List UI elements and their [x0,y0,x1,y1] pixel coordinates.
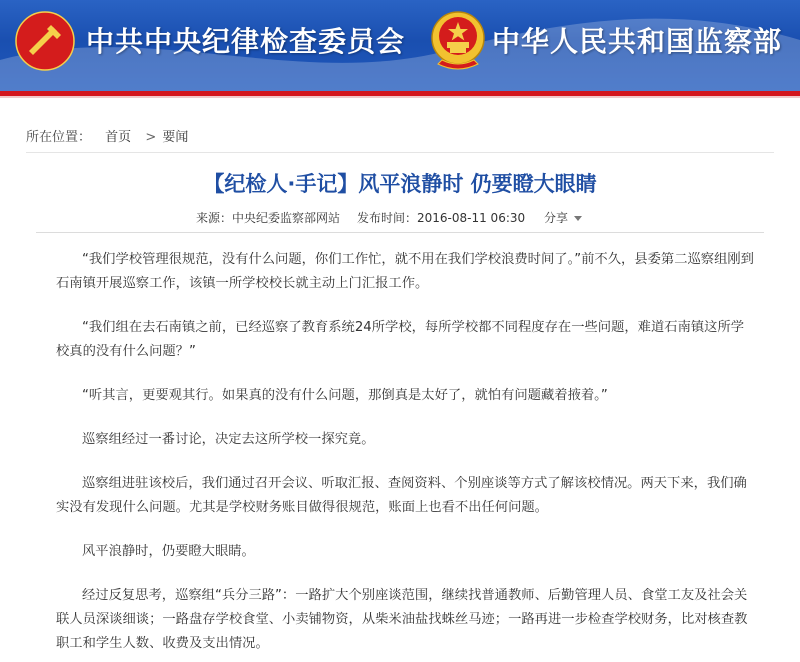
article-body [56,248,756,662]
chevron-down-icon [574,216,582,221]
article-source: 来源：中央纪委监察部网站 [196,211,341,225]
share-label: 分享 [544,211,569,225]
site-banner [0,0,800,91]
national-emblem-icon [430,6,486,74]
article-paragraph: 巡察组进驻该校后，我们通过召开会议、听取汇报、查阅资料、个别座谈等方式了解该校情况。两天下来，我们确实没有发现什么问题。尤其是学校财务账目做得很规范，账面上也看不出任何问题。 [56,476,747,515]
article-paragraph: “听其言，更要观其行。如果真的没有什么问题，那倒真是太好了，就怕有问题藏着掖着。” [82,388,608,403]
breadcrumb-separator: > [145,130,157,145]
breadcrumb-label: 所在位置： [26,130,92,145]
breadcrumb-divider [26,152,774,153]
breadcrumb-home-link[interactable]: 首页 [105,130,132,145]
breadcrumb [26,126,188,145]
article-paragraph: 风平浪静时，仍要瞪大眼睛。 [82,544,255,559]
article-paragraph: 巡察组经过一番讨论，决定去这所学校一探究竟。 [82,432,375,447]
share-button[interactable] [544,209,582,226]
cpc-ccdi-title: 中共中央纪律检查委员会 [86,25,406,58]
article-paragraph: “我们学校管理很规范，没有什么问题，你们工作忙，就不用在我们学校浪费时间了。”前不久，县委第二巡察组刚到石南镇开展巡察工作，该镇一所学校校长就主动上门汇报工作。 [56,252,754,291]
article-date: 发布时间：2016-08-11 06:30 [357,211,526,225]
banner-pink-divider [0,96,800,98]
mos-title: 中华人民共和国监察部 [492,25,783,58]
article-paragraph: “我们组在去石南镇之前，已经巡察了教育系统24所学校，每所学校都不同程度存在一些问题，难道石南镇这所学校真的没有什么问题？” [56,320,745,359]
breadcrumb-news-link[interactable]: 要闻 [162,130,189,145]
article-title: 【纪检人·手记】风平浪静时 仍要瞪大眼睛 [203,172,597,196]
article-paragraph: 经过反复思考，巡察组“兵分三路”：一路扩大个别座谈范围，继续找普通教师、后勤管理人员、食堂工友及社会关联人员深谈细谈；一路盘存学校食堂、小卖铺物资，从柴米油盐找蛛丝马迹；一路再进一步检查学校财务，比对核查教职工和学生人数、收费及支出情况。 [56,588,748,651]
party-emblem-icon [15,11,75,71]
meta-divider [36,232,764,233]
